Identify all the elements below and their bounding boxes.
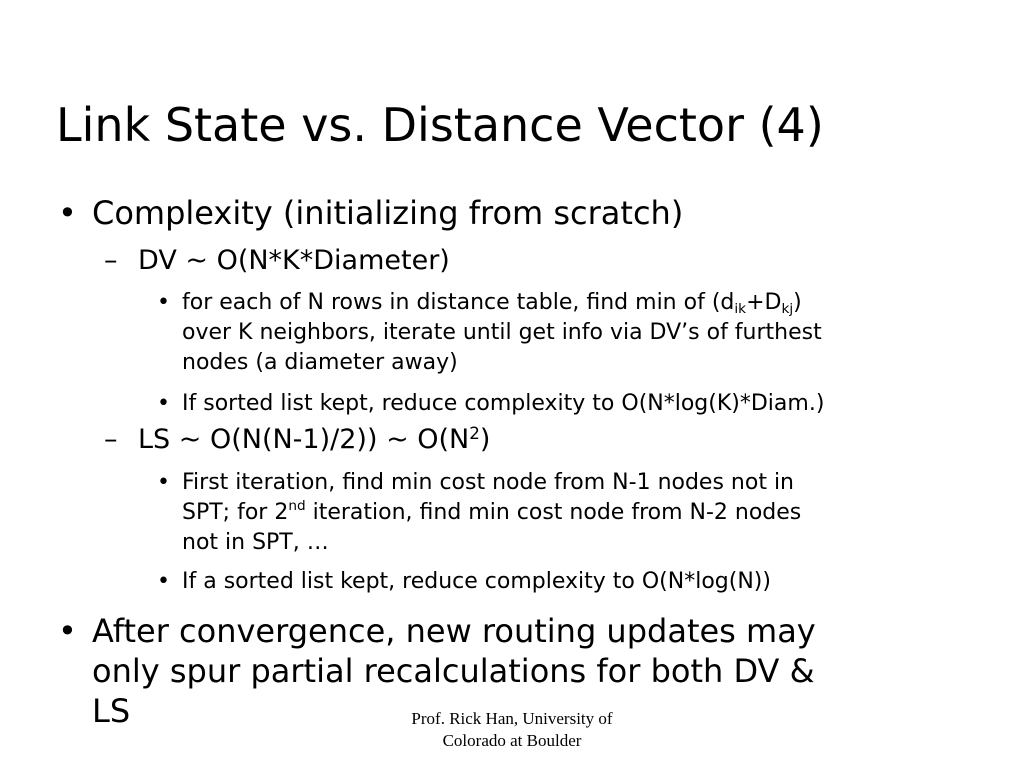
ls-sorted-list: If a sorted list kept, reduce complexity to O(N*log(N)) xyxy=(182,569,771,594)
bullet-marker: • xyxy=(58,612,77,650)
subbullet-ls: LS ~ O(N(N-1)/2)) ~ $O(N^2)$ xyxy=(138,423,491,455)
bullet-marker: • xyxy=(157,569,170,594)
bullet-convergence-line-1: After convergence, new routing updates may xyxy=(92,612,816,650)
bullet-convergence-line-2: only spur partial recalculations for both DV & xyxy=(92,652,815,690)
bullet-marker: • xyxy=(157,290,170,315)
bullet-marker: • xyxy=(58,194,77,232)
bullet-convergence-line-3: LS xyxy=(92,692,131,730)
footer-line-2: Colorado at Boulder xyxy=(442,730,582,750)
ls-detail-line-1: First iteration, find min cost node from N-1 nodes not in xyxy=(182,470,795,495)
ls-detail-line-2: SPT; for 2nd iteration, find min cost node from N-2 nodes xyxy=(182,498,802,525)
slide-title: Link State vs. Distance Vector (4) xyxy=(56,98,824,152)
dash-marker: – xyxy=(104,424,118,455)
dv-detail-line-3: nodes (a diameter away) xyxy=(182,350,458,375)
bullet-marker: • xyxy=(157,470,170,495)
dv-detail-line-1: for each of N rows in distance table, find min of $(d_{ik}+D_{kj})$ xyxy=(182,290,802,317)
bullet-marker: • xyxy=(157,391,170,416)
dv-detail-line-2: over K neighbors, iterate until get info via DV’s of furthest xyxy=(182,320,822,345)
subbullet-dv: DV ~ O(N*K*Diameter) xyxy=(138,245,450,276)
dash-marker: – xyxy=(104,245,118,276)
ls-detail-line-3: not in SPT, … xyxy=(182,530,329,555)
bullet-complexity: Complexity (initializing from scratch) xyxy=(92,194,684,232)
dv-sorted-list: If sorted list kept, reduce complexity to O(N*log(K)*Diam.) xyxy=(182,391,825,416)
footer-line-1: Prof. Rick Han, University of xyxy=(411,709,613,728)
slide-footer xyxy=(362,708,662,752)
